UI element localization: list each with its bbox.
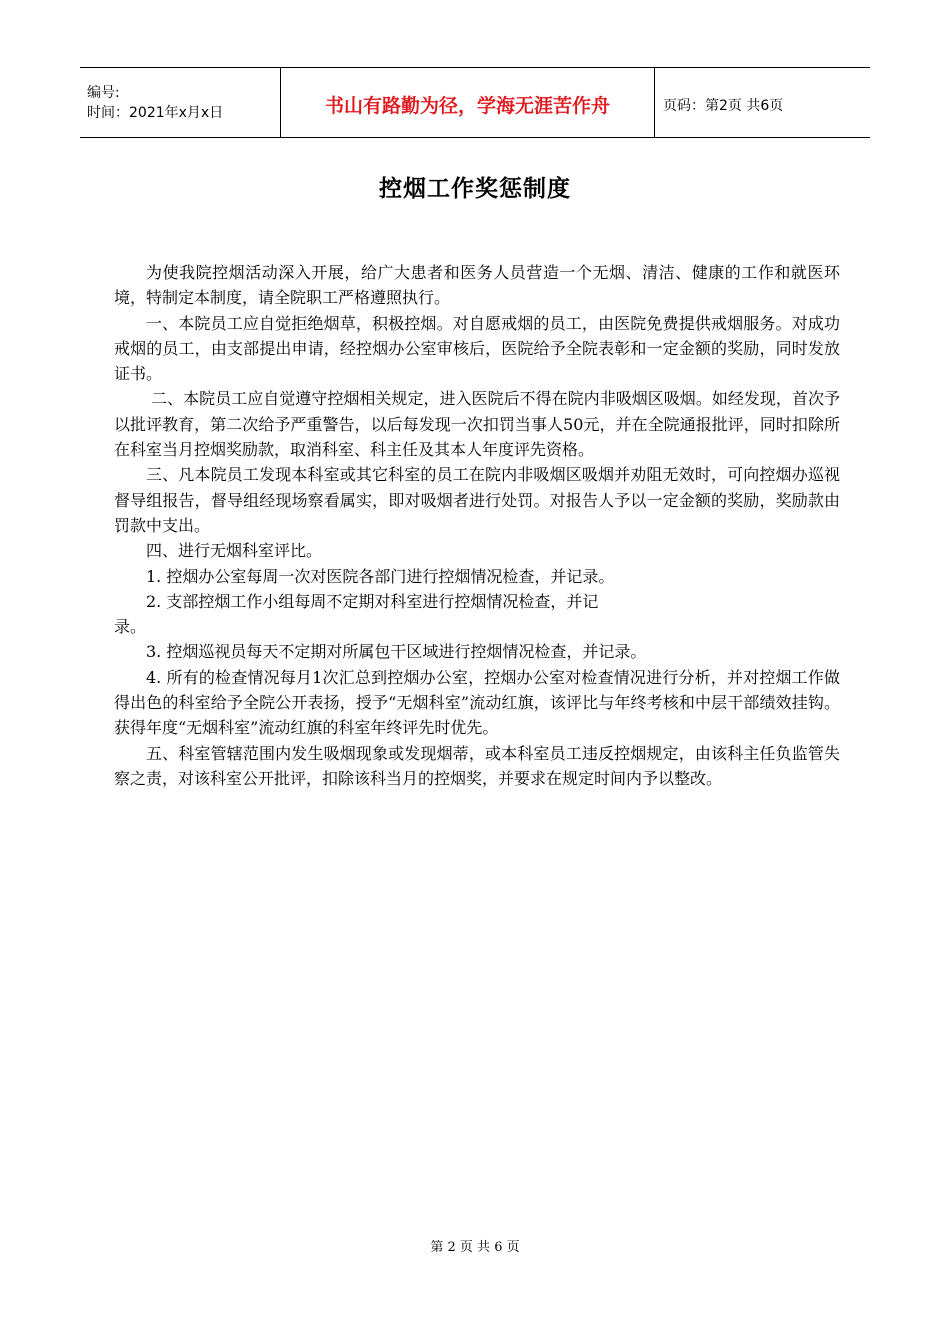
paragraph-article-1: 一、本院员工应自觉拒绝烟草，积极控烟。对自愿戒烟的员工，由医院免费提供戒烟服务。对成功戒烟的员工，由支部提出申请，经控烟办公室审核后，医院给予全院表彰和一定金额的奖励，同时发放证书。 [114, 313, 840, 384]
paragraph-article-5: 五、科室管辖范围内发生吸烟现象或发现烟蒂，或本科室员工违反控烟规定，由该科主任负监管失察之责，对该科室公开批评，扣除该科当月的控烟奖，并要求在规定时间内予以整改。 [114, 743, 840, 788]
header-meta [80, 68, 280, 137]
header-page-number: 页码：第2页 共6页 [663, 97, 784, 114]
document-body [114, 260, 840, 791]
page-footer: 第 2 页 共 6 页 [430, 1240, 520, 1255]
document-number-label: 编号: [87, 84, 120, 101]
page-header [80, 67, 870, 138]
paragraph-item-2: 2. 支部控烟工作小组每周不定期对科室进行控烟情况检查，并记 录。 [114, 591, 599, 637]
paragraph-article-2: 二、本院员工应自觉遵守控烟相关规定，进入医院后不得在院内非吸烟区吸烟。如经发现，首次予以批评教育，第二次给予严重警告，以后每发现一次扣罚当事人50元，并在全院通报批评，同时扣除所在科室当月控烟奖励款，取消科室、科主任及其本人年度评先资格。 [114, 389, 840, 460]
paragraph-item-4: 4. 所有的检查情况每月1次汇总到控烟办公室，控烟办公室对检查情况进行分析，并对控烟工作做得出色的科室给予全院公开表扬，授予“无烟科室”流动红旗，该评比与年终考核和中层干部绩效挂钩。获得年度“无烟科室”流动红旗的科室年终评先时优先。 [114, 667, 840, 738]
paragraph-intro: 为使我院控烟活动深入开展，给广大患者和医务人员营造一个无烟、清洁、健康的工作和就医环境，特制定本制度，请全院职工严格遵照执行。 [114, 263, 840, 308]
paragraph-item-3: 3. 控烟巡视员每天不定期对所属包干区域进行控烟情况检查，并记录。 [146, 642, 647, 662]
header-motto: 书山有路勤为径，学海无涯苦作舟 [280, 68, 655, 137]
paragraph-article-4: 四、进行无烟科室评比。 [146, 541, 323, 561]
paragraph-article-3: 三、凡本院员工发现本科室或其它科室的员工在院内非吸烟区吸烟并劝阻无效时，可向控烟办巡视督导组报告，督导组经现场察看属实，即对吸烟者进行处罚。对报告人予以一定金额的奖励，奖励款由罚款中支出。 [114, 465, 840, 535]
document-title: 控烟工作奖惩制度 [379, 176, 571, 202]
paragraph-item-1: 1. 控烟办公室每周一次对医院各部门进行控烟情况检查，并记录。 [146, 566, 615, 586]
document-date: 时间：2021年x月x日 [87, 104, 224, 121]
